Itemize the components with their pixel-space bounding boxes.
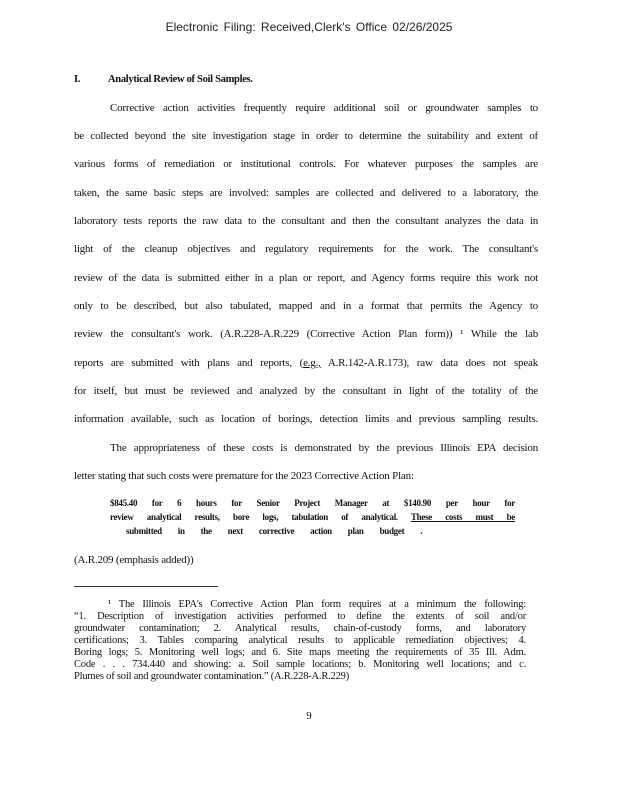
filing-header: Electronic Filing: Received,Clerk's Office 02/26/2025	[165, 20, 453, 34]
footnote-line: Code . . . 734.440 and showing: a. Soil sample locations; b. Monitoring well locations; and c.	[74, 659, 526, 670]
body-line: review the consultant's work. (A.R.228-A.R.229 (Corrective Action Plan form)) ¹ While the lab	[74, 328, 538, 340]
line-text: reports are submitted with plans and reports, (	[74, 357, 304, 369]
quote-emphasis: These costs must be	[410, 512, 515, 522]
section-number: I.	[74, 74, 81, 85]
footnote-line: groundwater contamination; 2. Analytical results, chain-of-custody forms, and laboratory	[74, 623, 526, 634]
quote-line: submitted in the next corrective action plan budget .	[126, 526, 423, 536]
body-line: The appropriateness of these costs is demonstrated by the previous Illinois EPA decision	[110, 442, 538, 454]
footnote-line: “1. Description of investigation activities performed to define the extents of soil and/or	[74, 611, 526, 622]
footnote-line: certifications; 3. Tables comparing analytical results to applicable remediation objectives; 4.	[74, 635, 526, 646]
body-line: be collected beyond the site investigation stage in order to determine the suitability and extent of	[74, 130, 538, 142]
body-line: various forms of remediation or institutional controls. For whatever purposes the samples are	[74, 158, 538, 170]
line-text: A.R.142-A.R.173), raw data does not speak	[320, 357, 538, 369]
eg-abbreviation: e.g.,	[303, 357, 321, 369]
footnote-divider	[74, 586, 218, 587]
section-heading	[74, 74, 253, 85]
body-line: light of the cleanup objectives and regulatory requirements for the work. The consultant's	[74, 243, 538, 255]
body-line: letter stating that such costs were premature for the 2023 Corrective Action Plan:	[74, 470, 414, 482]
footnote-line: Boring logs; 5. Monitoring well logs; and 6. Site maps meeting the requirements of 35 Ill. Adm.	[74, 647, 526, 658]
body-line: review of the data is submitted either in a plan or report, and Agency forms require this work not	[74, 272, 538, 284]
body-line: Corrective action activities frequently require additional soil or groundwater samples to	[110, 102, 538, 114]
body-line: only to be described, but also tabulated, mapped and in a format that permits the Agency to	[74, 300, 538, 312]
page-number: 9	[306, 710, 312, 722]
quote-text: review analytical results, bore logs, tabulation of analytical.	[110, 512, 398, 522]
body-line: laboratory tests reports the raw data to the consultant and then the consultant analyzes the data in	[74, 215, 538, 227]
body-line: for itself, but must be reviewed and analyzed by the consultant in light of the totality of the	[74, 385, 538, 397]
body-line: information available, such as location of borings, detection limits and previous sampling results.	[74, 413, 538, 425]
footnote-line: ¹ The Illinois EPA's Corrective Action Plan form requires at a minimum the following:	[108, 599, 526, 610]
body-line	[74, 356, 538, 370]
section-title: Analytical Review of Soil Samples.	[108, 74, 253, 85]
body-line: taken, the same basic steps are involved: samples are collected and delivered to a laboratory, the	[74, 187, 538, 199]
quote-line: $845.40 for 6 hours for Senior Project Manager at $140.90 per hour for	[110, 498, 515, 508]
footnote-line: Plumes of soil and groundwater contamination.” (A.R.228-A.R.229)	[74, 671, 350, 682]
quote-line	[110, 511, 515, 523]
citation: (A.R.209 (emphasis added))	[74, 554, 194, 566]
